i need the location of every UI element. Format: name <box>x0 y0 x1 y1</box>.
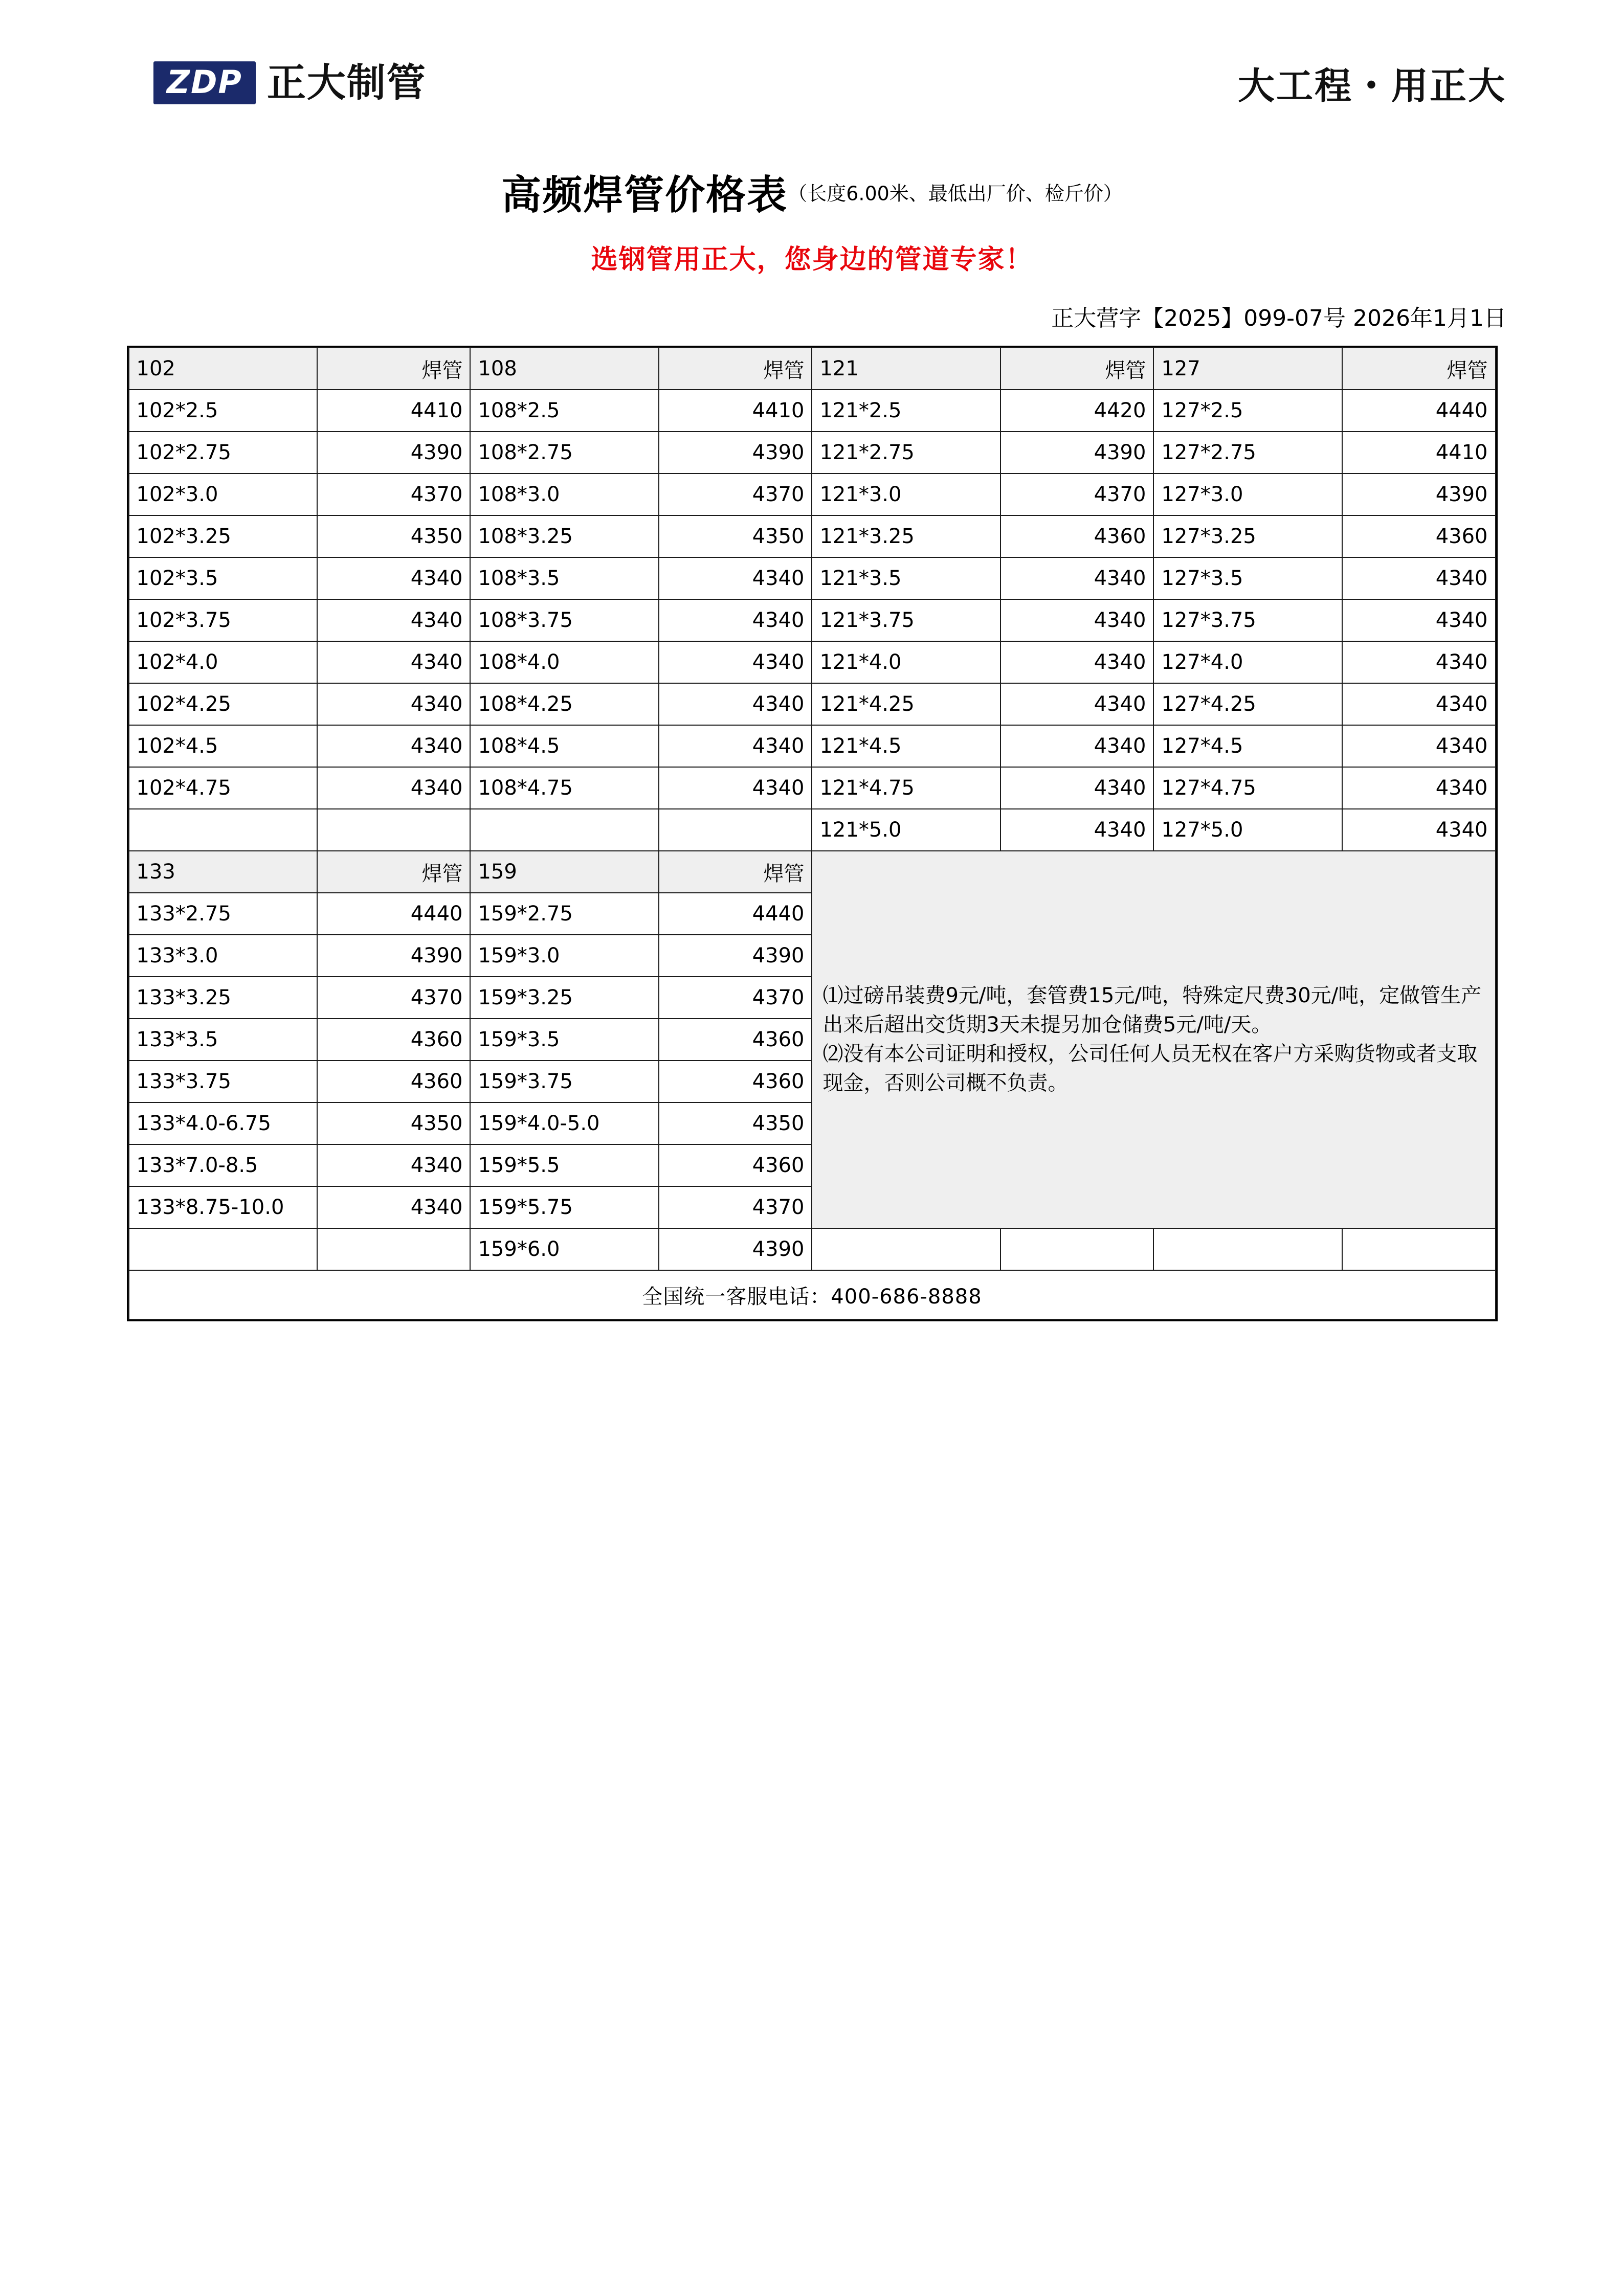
cell-spec: 121*4.5 <box>812 725 1000 767</box>
cell-price: 4440 <box>659 893 812 935</box>
group-header-102: 102 <box>129 348 318 390</box>
cell-empty <box>1000 1228 1153 1270</box>
cell-price: 4370 <box>317 977 470 1019</box>
brand-block <box>153 61 427 104</box>
cell-spec: 127*5.0 <box>1153 809 1342 851</box>
cell-spec: 121*4.75 <box>812 767 1000 809</box>
table-row <box>129 683 1496 725</box>
cell-spec: 108*3.75 <box>470 599 659 641</box>
cell-spec <box>470 809 659 851</box>
cell-spec: 121*2.5 <box>812 390 1000 432</box>
cell-price: 4340 <box>1000 809 1153 851</box>
cell-spec: 133*3.25 <box>129 977 318 1019</box>
price-header-5: 焊管 <box>317 851 470 893</box>
cell-spec: 127*3.75 <box>1153 599 1342 641</box>
cell-price: 4340 <box>317 1144 470 1186</box>
cell-spec: 102*3.5 <box>129 557 318 599</box>
cell-price: 4390 <box>317 432 470 474</box>
cell-spec: 133*2.75 <box>129 893 318 935</box>
cell-price: 4340 <box>317 1186 470 1228</box>
price-table-wrap <box>127 346 1498 1321</box>
cell-price: 4350 <box>659 515 812 557</box>
cell-price: 4390 <box>659 1228 812 1270</box>
cell-spec: 159*3.0 <box>470 935 659 977</box>
cell-spec: 159*3.25 <box>470 977 659 1019</box>
page-title: 高频焊管价格表 <box>501 172 788 218</box>
cell-spec: 127*3.0 <box>1153 474 1342 515</box>
table-footer-row <box>129 1270 1496 1319</box>
cell-spec: 108*4.25 <box>470 683 659 725</box>
cell-price: 4340 <box>1342 641 1495 683</box>
cell-spec: 127*4.25 <box>1153 683 1342 725</box>
cell-price: 4340 <box>659 683 812 725</box>
document-number: 正大营字【2025】099-07号 2026年1月1日 <box>1051 305 1506 331</box>
cell-spec: 121*2.75 <box>812 432 1000 474</box>
cell-spec: 121*3.25 <box>812 515 1000 557</box>
cell-price: 4360 <box>659 1019 812 1061</box>
cell-spec: 159*6.0 <box>470 1228 659 1270</box>
cell-spec: 121*4.25 <box>812 683 1000 725</box>
table-row <box>129 474 1496 515</box>
cell-price: 4340 <box>1000 725 1153 767</box>
title-row <box>0 163 1624 220</box>
cell-spec: 102*4.75 <box>129 767 318 809</box>
cell-price: 4340 <box>1342 557 1495 599</box>
table-row <box>129 725 1496 767</box>
cell-spec: 159*3.75 <box>470 1061 659 1102</box>
cell-spec: 108*4.75 <box>470 767 659 809</box>
group-header-121: 121 <box>812 348 1000 390</box>
cell-spec: 127*4.0 <box>1153 641 1342 683</box>
price-header-4: 焊管 <box>1342 348 1495 390</box>
brand-name: 正大制管 <box>266 60 427 105</box>
cell-empty <box>1342 1228 1495 1270</box>
header-slogan: 大工程・用正大 <box>1237 64 1506 107</box>
cell-spec: 159*4.0-5.0 <box>470 1102 659 1144</box>
cell-price: 4440 <box>1342 390 1495 432</box>
cell-spec: 127*4.5 <box>1153 725 1342 767</box>
cell-spec: 108*2.75 <box>470 432 659 474</box>
cell-spec: 159*5.5 <box>470 1144 659 1186</box>
table-row <box>129 599 1496 641</box>
cell-price: 4340 <box>659 725 812 767</box>
cell-price: 4340 <box>659 599 812 641</box>
cell-price: 4340 <box>1342 725 1495 767</box>
cell-spec: 108*4.5 <box>470 725 659 767</box>
note-line-2: ⑵没有本公司证明和授权，公司任何人员无权在客户方采购货物或者支取现金，否则公司概不负责。 <box>822 1042 1478 1095</box>
cell-spec: 102*4.25 <box>129 683 318 725</box>
cell-price: 4340 <box>317 683 470 725</box>
cell-spec: 159*3.5 <box>470 1019 659 1061</box>
cell-price: 4340 <box>317 557 470 599</box>
cell-price: 4370 <box>659 474 812 515</box>
table-row <box>129 557 1496 599</box>
cell-price: 4340 <box>659 767 812 809</box>
table-row <box>129 809 1496 851</box>
cell-price: 4340 <box>1000 599 1153 641</box>
cell-price: 4440 <box>317 893 470 935</box>
cell-spec: 121*5.0 <box>812 809 1000 851</box>
table-row <box>129 390 1496 432</box>
cell-spec: 121*4.0 <box>812 641 1000 683</box>
cell-spec: 127*2.5 <box>1153 390 1342 432</box>
cell-price: 4340 <box>317 725 470 767</box>
cell-spec: 133*7.0-8.5 <box>129 1144 318 1186</box>
price-header-3: 焊管 <box>1000 348 1153 390</box>
cell-price: 4420 <box>1000 390 1153 432</box>
cell-price: 4370 <box>317 474 470 515</box>
red-slogan: 选钢管用正大，您身边的管道专家！ <box>591 244 1033 275</box>
table-header-row-2 <box>129 851 1496 893</box>
cell-empty <box>812 1228 1000 1270</box>
cell-spec: 159*2.75 <box>470 893 659 935</box>
cell-spec: 127*2.75 <box>1153 432 1342 474</box>
zdp-logo-icon: ZDP <box>153 61 256 104</box>
cell-spec: 102*3.25 <box>129 515 318 557</box>
cell-price: 4390 <box>1342 474 1495 515</box>
cell-price: 4360 <box>659 1061 812 1102</box>
cell-price: 4340 <box>1342 767 1495 809</box>
group-header-133: 133 <box>129 851 318 893</box>
cell-price: 4340 <box>317 767 470 809</box>
cell-price: 4410 <box>317 390 470 432</box>
cell-price: 4340 <box>1000 641 1153 683</box>
cell-spec <box>129 1228 318 1270</box>
cell-price: 4360 <box>659 1144 812 1186</box>
group-header-159: 159 <box>470 851 659 893</box>
notes-block <box>812 851 1495 1228</box>
cell-price: 4340 <box>1000 767 1153 809</box>
cell-price: 4340 <box>659 641 812 683</box>
table-row <box>129 641 1496 683</box>
cell-spec: 102*3.0 <box>129 474 318 515</box>
table-row <box>129 432 1496 474</box>
cell-price: 4370 <box>1000 474 1153 515</box>
cell-spec: 108*3.5 <box>470 557 659 599</box>
cell-price: 4370 <box>659 1186 812 1228</box>
cell-price: 4360 <box>317 1019 470 1061</box>
cell-price: 4340 <box>1342 809 1495 851</box>
cell-spec: 108*2.5 <box>470 390 659 432</box>
cell-spec: 159*5.75 <box>470 1186 659 1228</box>
cell-price: 4350 <box>659 1102 812 1144</box>
cell-price <box>317 809 470 851</box>
cell-spec: 102*3.75 <box>129 599 318 641</box>
cell-spec: 121*3.0 <box>812 474 1000 515</box>
cell-spec <box>129 809 318 851</box>
cell-price: 4390 <box>659 935 812 977</box>
cell-price: 4360 <box>1342 515 1495 557</box>
cell-price: 4360 <box>1000 515 1153 557</box>
cell-spec: 133*3.75 <box>129 1061 318 1102</box>
cell-price: 4350 <box>317 1102 470 1144</box>
group-header-108: 108 <box>470 348 659 390</box>
cell-spec: 127*3.25 <box>1153 515 1342 557</box>
group-header-127: 127 <box>1153 348 1342 390</box>
cell-price: 4340 <box>659 557 812 599</box>
cell-spec: 108*3.0 <box>470 474 659 515</box>
cell-price <box>659 809 812 851</box>
price-table <box>128 347 1496 1320</box>
cell-price: 4340 <box>1000 683 1153 725</box>
cell-spec: 121*3.5 <box>812 557 1000 599</box>
page-subtitle: （长度6.00米、最低出厂价、检斤价） <box>788 182 1123 205</box>
cell-price: 4410 <box>659 390 812 432</box>
cell-spec: 133*8.75-10.0 <box>129 1186 318 1228</box>
price-header-2: 焊管 <box>659 348 812 390</box>
note-line-1: ⑴过磅吊装费9元/吨，套管费15元/吨，特殊定尺费30元/吨，定做管生产出来后超出交货期3天未提另加仓储费5元/吨/天。 <box>822 984 1482 1037</box>
cell-spec: 127*4.75 <box>1153 767 1342 809</box>
table-row <box>129 515 1496 557</box>
price-header-1: 焊管 <box>317 348 470 390</box>
cell-spec: 133*3.5 <box>129 1019 318 1061</box>
cell-spec: 102*2.5 <box>129 390 318 432</box>
cell-spec: 108*4.0 <box>470 641 659 683</box>
cell-price: 4340 <box>1342 683 1495 725</box>
cell-spec: 127*3.5 <box>1153 557 1342 599</box>
cell-empty <box>1153 1228 1342 1270</box>
cell-spec: 102*2.75 <box>129 432 318 474</box>
cell-price: 4370 <box>659 977 812 1019</box>
cell-price: 4410 <box>1342 432 1495 474</box>
table-row <box>129 767 1496 809</box>
cell-price: 4340 <box>1342 599 1495 641</box>
page-header <box>0 0 1624 109</box>
cell-price: 4350 <box>317 515 470 557</box>
cell-price: 4390 <box>317 935 470 977</box>
cell-price: 4340 <box>317 641 470 683</box>
table-header-row <box>129 348 1496 390</box>
cell-spec: 102*4.0 <box>129 641 318 683</box>
cell-spec: 133*3.0 <box>129 935 318 977</box>
cell-price <box>317 1228 470 1270</box>
cell-price: 4340 <box>317 599 470 641</box>
cell-spec: 121*3.75 <box>812 599 1000 641</box>
table-row <box>129 1228 1496 1270</box>
cell-price: 4340 <box>1000 557 1153 599</box>
cell-price: 4360 <box>317 1061 470 1102</box>
cell-price: 4390 <box>659 432 812 474</box>
hotline-text: 全国统一客服电话：400-686-8888 <box>129 1270 1496 1319</box>
cell-spec: 133*4.0-6.75 <box>129 1102 318 1144</box>
price-header-6: 焊管 <box>659 851 812 893</box>
cell-price: 4390 <box>1000 432 1153 474</box>
cell-spec: 102*4.5 <box>129 725 318 767</box>
cell-spec: 108*3.25 <box>470 515 659 557</box>
